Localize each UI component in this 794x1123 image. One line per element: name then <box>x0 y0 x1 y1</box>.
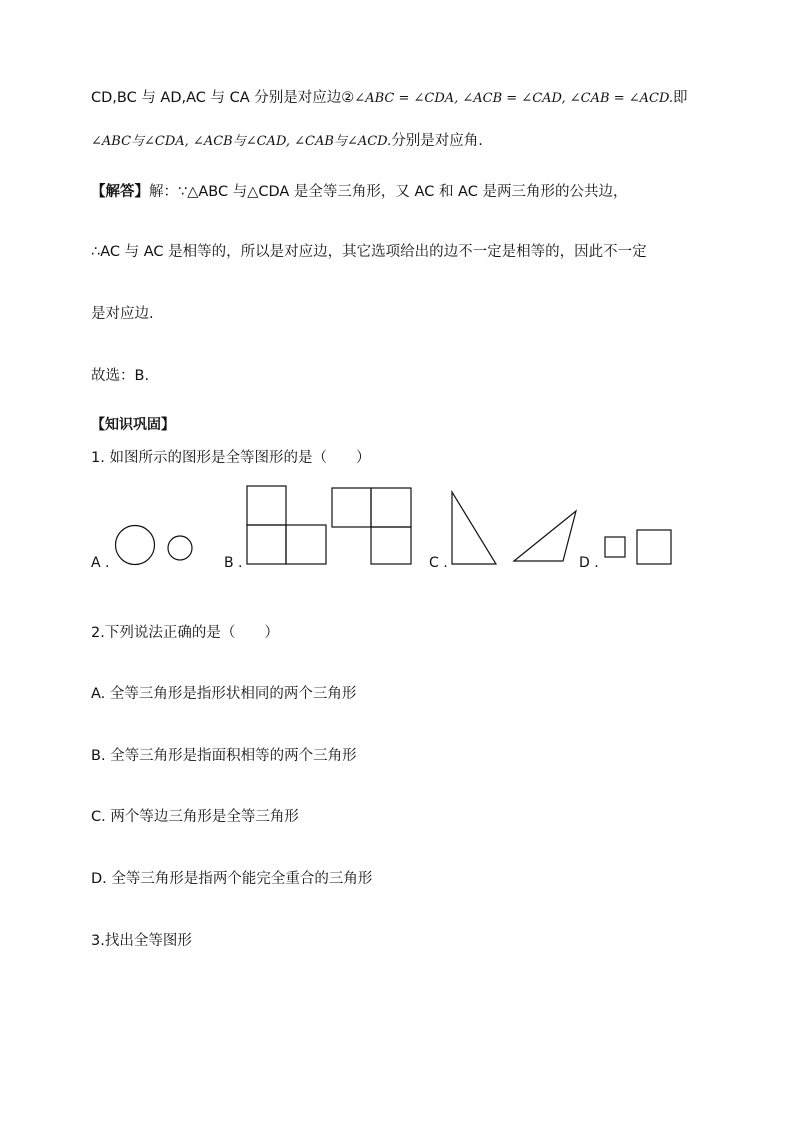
intro-text-b: 即 <box>673 90 688 106</box>
answer-line-3: 是对应边. <box>91 306 154 322</box>
q1-label-b: B . <box>224 555 243 571</box>
option-c-oblique-triangle <box>514 511 576 561</box>
q2-option-a: A. 全等三角形是指形状相同的两个三角形 <box>91 686 357 702</box>
option-d-large-square <box>637 530 671 564</box>
q2-option-b: B. 全等三角形是指面积相等的两个三角形 <box>91 748 357 764</box>
intro-text-a: CD,BC 与 AD,AC 与 CA 分别是对应边② <box>91 90 355 106</box>
q1-label-c: C . <box>429 555 448 571</box>
q1-label-d: D . <box>579 555 599 571</box>
angle-equalities: ∠ABC = ∠CDA, ∠ACB = ∠CAD, ∠CAB = ∠ACD. <box>354 91 674 106</box>
q1-label-a: A . <box>91 555 110 571</box>
q2-option-c: C. 两个等边三角形是全等三角形 <box>91 809 299 825</box>
q3-stem: 3.找出全等图形 <box>91 933 192 949</box>
answer-heading: 【解答】 <box>91 184 149 200</box>
answer-choice: 故选：B. <box>91 368 150 384</box>
answer-text-1: 解：∵△ABC 与△CDA 是全等三角形，又 AC 和 AC 是两三角形的公共边， <box>149 184 628 200</box>
intro-text-c: 分别是对应角. <box>391 133 483 149</box>
option-c-right-triangle <box>452 492 496 564</box>
section-title: 【知识巩固】 <box>91 417 175 433</box>
option-b-shape-1 <box>247 486 326 564</box>
option-a-small-circle <box>168 536 192 560</box>
angle-pairs: ∠ABC与∠CDA, ∠ACB与∠CAD, ∠CAB与∠ACD. <box>91 134 392 149</box>
option-d-small-square <box>605 537 625 557</box>
q2-stem: 2.下列说法正确的是（ ） <box>91 625 279 641</box>
option-a-large-circle <box>116 526 155 565</box>
option-b-shape-2 <box>332 488 411 564</box>
q2-option-d: D. 全等三角形是指两个能完全重合的三角形 <box>91 871 373 887</box>
answer-line-2: ∴AC 与 AC 是相等的，所以是对应边，其它选项给出的边不一定是相等的，因此不一定 <box>91 244 647 260</box>
q1-stem: 1. 如图所示的图形是全等图形的是（ ） <box>91 450 371 466</box>
